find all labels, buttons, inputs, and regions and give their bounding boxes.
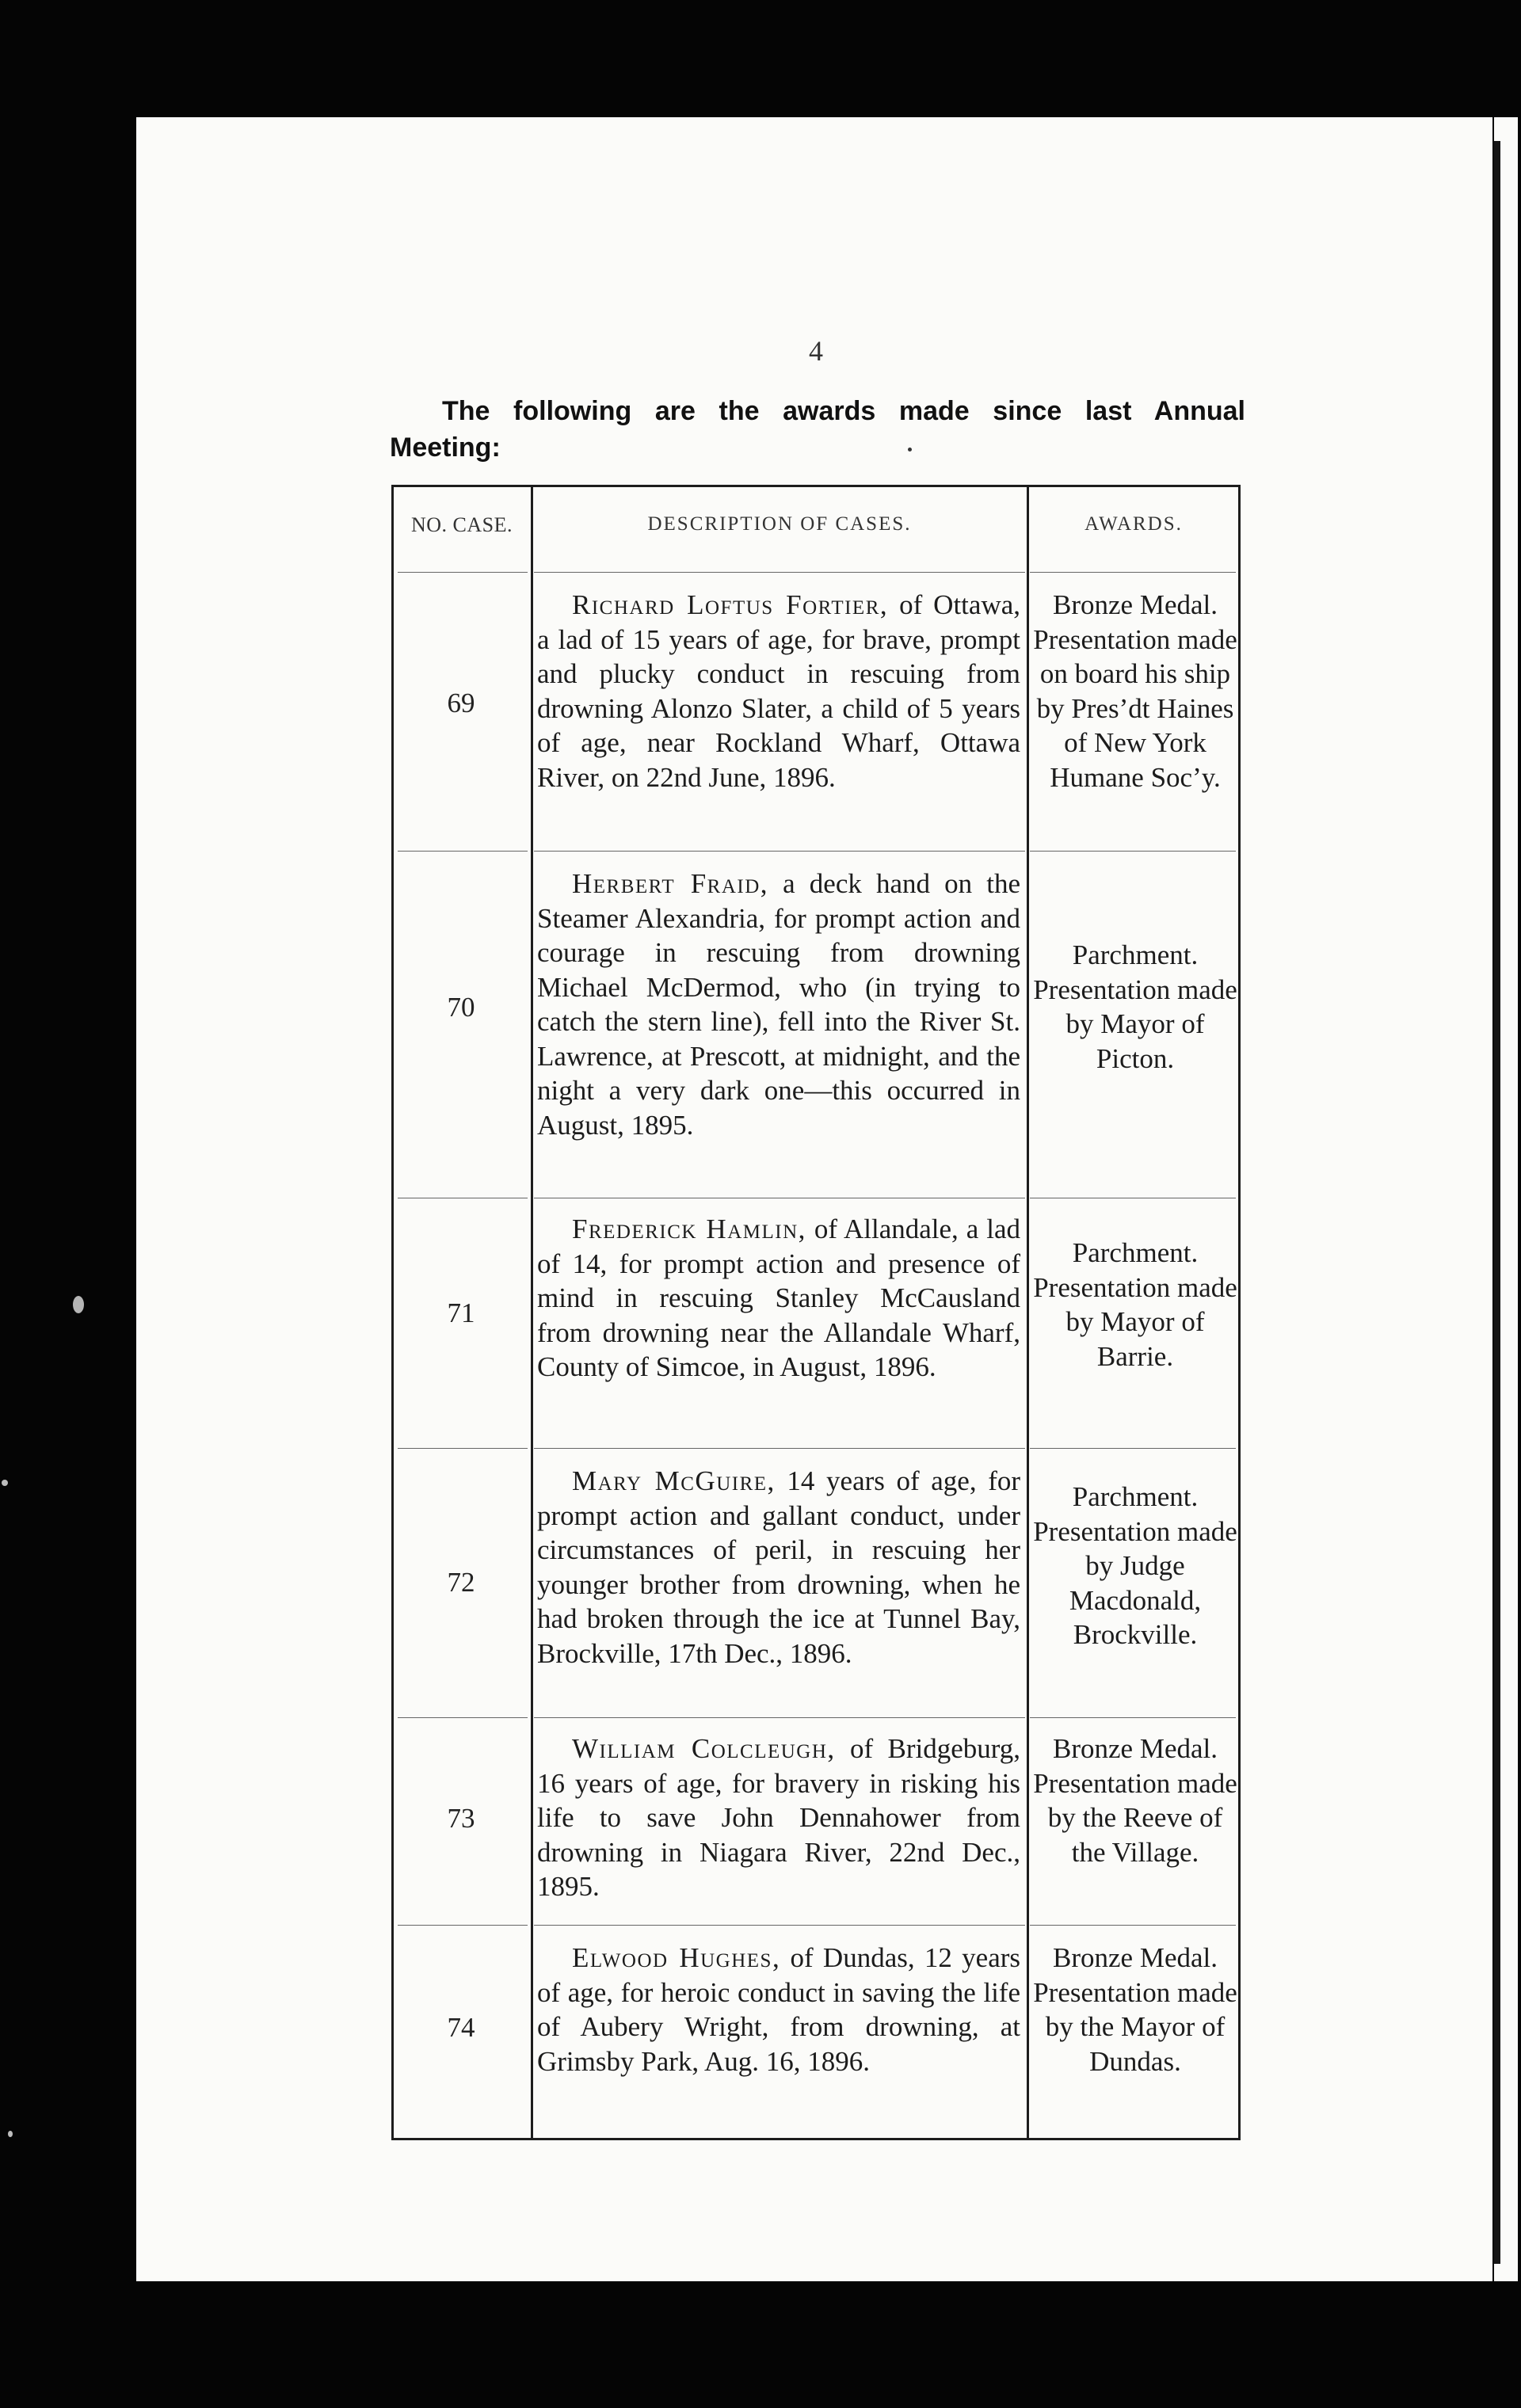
row-divider xyxy=(1030,1448,1236,1449)
case-text: of Bridgeburg, 16 years of age, for bravery in risking his life to save John Dennahower from drowning in Niagara River, 22nd Dec., 1895. xyxy=(537,1733,1021,1902)
column-rule-2 xyxy=(1027,485,1029,2140)
row-divider xyxy=(1030,1925,1236,1926)
row-divider xyxy=(398,1448,528,1449)
award-text: Bronze Medal. Presentation made by the Mayor of Dundas. xyxy=(1033,1942,1237,2077)
header-awards: AWARDS. xyxy=(1085,513,1183,535)
award-text: Bronze Medal. Presentation made by the Reeve of the Village. xyxy=(1033,1733,1237,1868)
case-text: of Ottawa, a lad of 15 years of age, for brave, prompt and plucky conduct in rescuing from drowning Alonzo Slater, a child of 5 years of age, near Rockland Wharf, Ottawa River, on 22nd June, 1896. xyxy=(537,589,1020,793)
rescuer-name: Frederick Hamlin, xyxy=(572,1214,806,1244)
row-divider xyxy=(1030,851,1236,852)
row-divider xyxy=(534,572,1025,573)
intro-line-2: Meeting: xyxy=(390,432,501,463)
case-text: of Allandale, a lad of 14, for prompt action and presence of mind in rescuing Stanley McCausland from drowning near the Allandale Wharf, County of Simcoe, in August, 1896. xyxy=(537,1214,1020,1382)
award-text: Bronze Medal. Presentation made on board his ship by Pres’dt Haines of New York Humane Soc’y. xyxy=(1033,589,1237,793)
header-case: NO. CASE. xyxy=(410,513,513,536)
case-description xyxy=(537,588,1020,794)
ink-dot xyxy=(908,448,912,452)
intro-line-1: The following are the awards made since last Annual xyxy=(442,396,1245,426)
page-edge-rule xyxy=(1494,141,1500,2264)
case-text: 14 years of age, for prompt action and gallant conduct, under circumstances of peril, in rescuing her younger brother from drowning, when he had broken through the ice at Tunnel Bay, Brockville, 17th Dec., 1896. xyxy=(537,1465,1021,1669)
row-divider xyxy=(398,851,528,852)
scan-speck xyxy=(8,2131,13,2137)
table-top-rule xyxy=(391,485,1241,487)
header-description: DESCRIPTION OF CASES. xyxy=(647,513,912,535)
intro-text xyxy=(390,393,1245,466)
row-divider xyxy=(534,1925,1025,1926)
column-rule-1 xyxy=(531,485,533,2140)
table-left-rule xyxy=(391,485,394,2140)
case-description xyxy=(537,1464,1020,1671)
row-divider xyxy=(534,1717,1025,1718)
rescuer-name: William Colcleugh, xyxy=(572,1733,836,1764)
award-text: Parchment. Presentation made by Mayor of Picton. xyxy=(1033,939,1237,1074)
scan-speck xyxy=(73,1296,84,1313)
award-text: Parchment. Presentation made by Mayor of Barrie. xyxy=(1033,1237,1237,1372)
row-divider xyxy=(398,1717,528,1718)
row-divider xyxy=(534,851,1025,852)
case-text: a deck hand on the Steamer Alexandria, for prompt action and courage in rescuing from drowning Michael McDermod, who (in trying to catch the stern line), fell into the River St. Lawrence, at Prescott, at midnight, and the night a very dark one—this occurred in August, 1895. xyxy=(537,868,1020,1141)
row-divider xyxy=(1030,572,1236,573)
row-divider xyxy=(1030,1717,1236,1718)
case-description xyxy=(537,1732,1020,1904)
case-number: 69 xyxy=(447,688,475,718)
case-number: 73 xyxy=(447,1803,475,1834)
rescuer-name: Elwood Hughes, xyxy=(572,1942,781,1973)
adjacent-page-edge xyxy=(1494,117,1518,2281)
scan-speck xyxy=(2,1480,8,1486)
award-text: Parchment. Presentation made by Judge Macdonald, Brockville. xyxy=(1033,1481,1237,1650)
rescuer-name: Mary McGuire, xyxy=(572,1465,776,1496)
table-bottom-rule xyxy=(391,2138,1241,2140)
row-divider xyxy=(398,572,528,573)
case-description xyxy=(537,1212,1020,1385)
case-number: 71 xyxy=(447,1297,475,1328)
case-description xyxy=(537,1941,1020,2078)
case-number: 74 xyxy=(447,2012,475,2043)
case-description xyxy=(537,867,1020,1142)
case-text: of Dundas, 12 years of age, for heroic conduct in saving the life of Aubery Wright, from drowning, at Grimsby Park, Aug. 16, 1896. xyxy=(537,1942,1021,2077)
row-divider xyxy=(534,1448,1025,1449)
case-number: 72 xyxy=(447,1567,475,1598)
row-divider xyxy=(398,1925,528,1926)
page-number: 4 xyxy=(809,335,823,367)
rescuer-name: Herbert Fraid, xyxy=(572,868,769,899)
rescuer-name: Richard Loftus Fortier, xyxy=(572,589,889,620)
awards-table xyxy=(391,485,1241,2140)
case-number: 70 xyxy=(447,992,475,1023)
